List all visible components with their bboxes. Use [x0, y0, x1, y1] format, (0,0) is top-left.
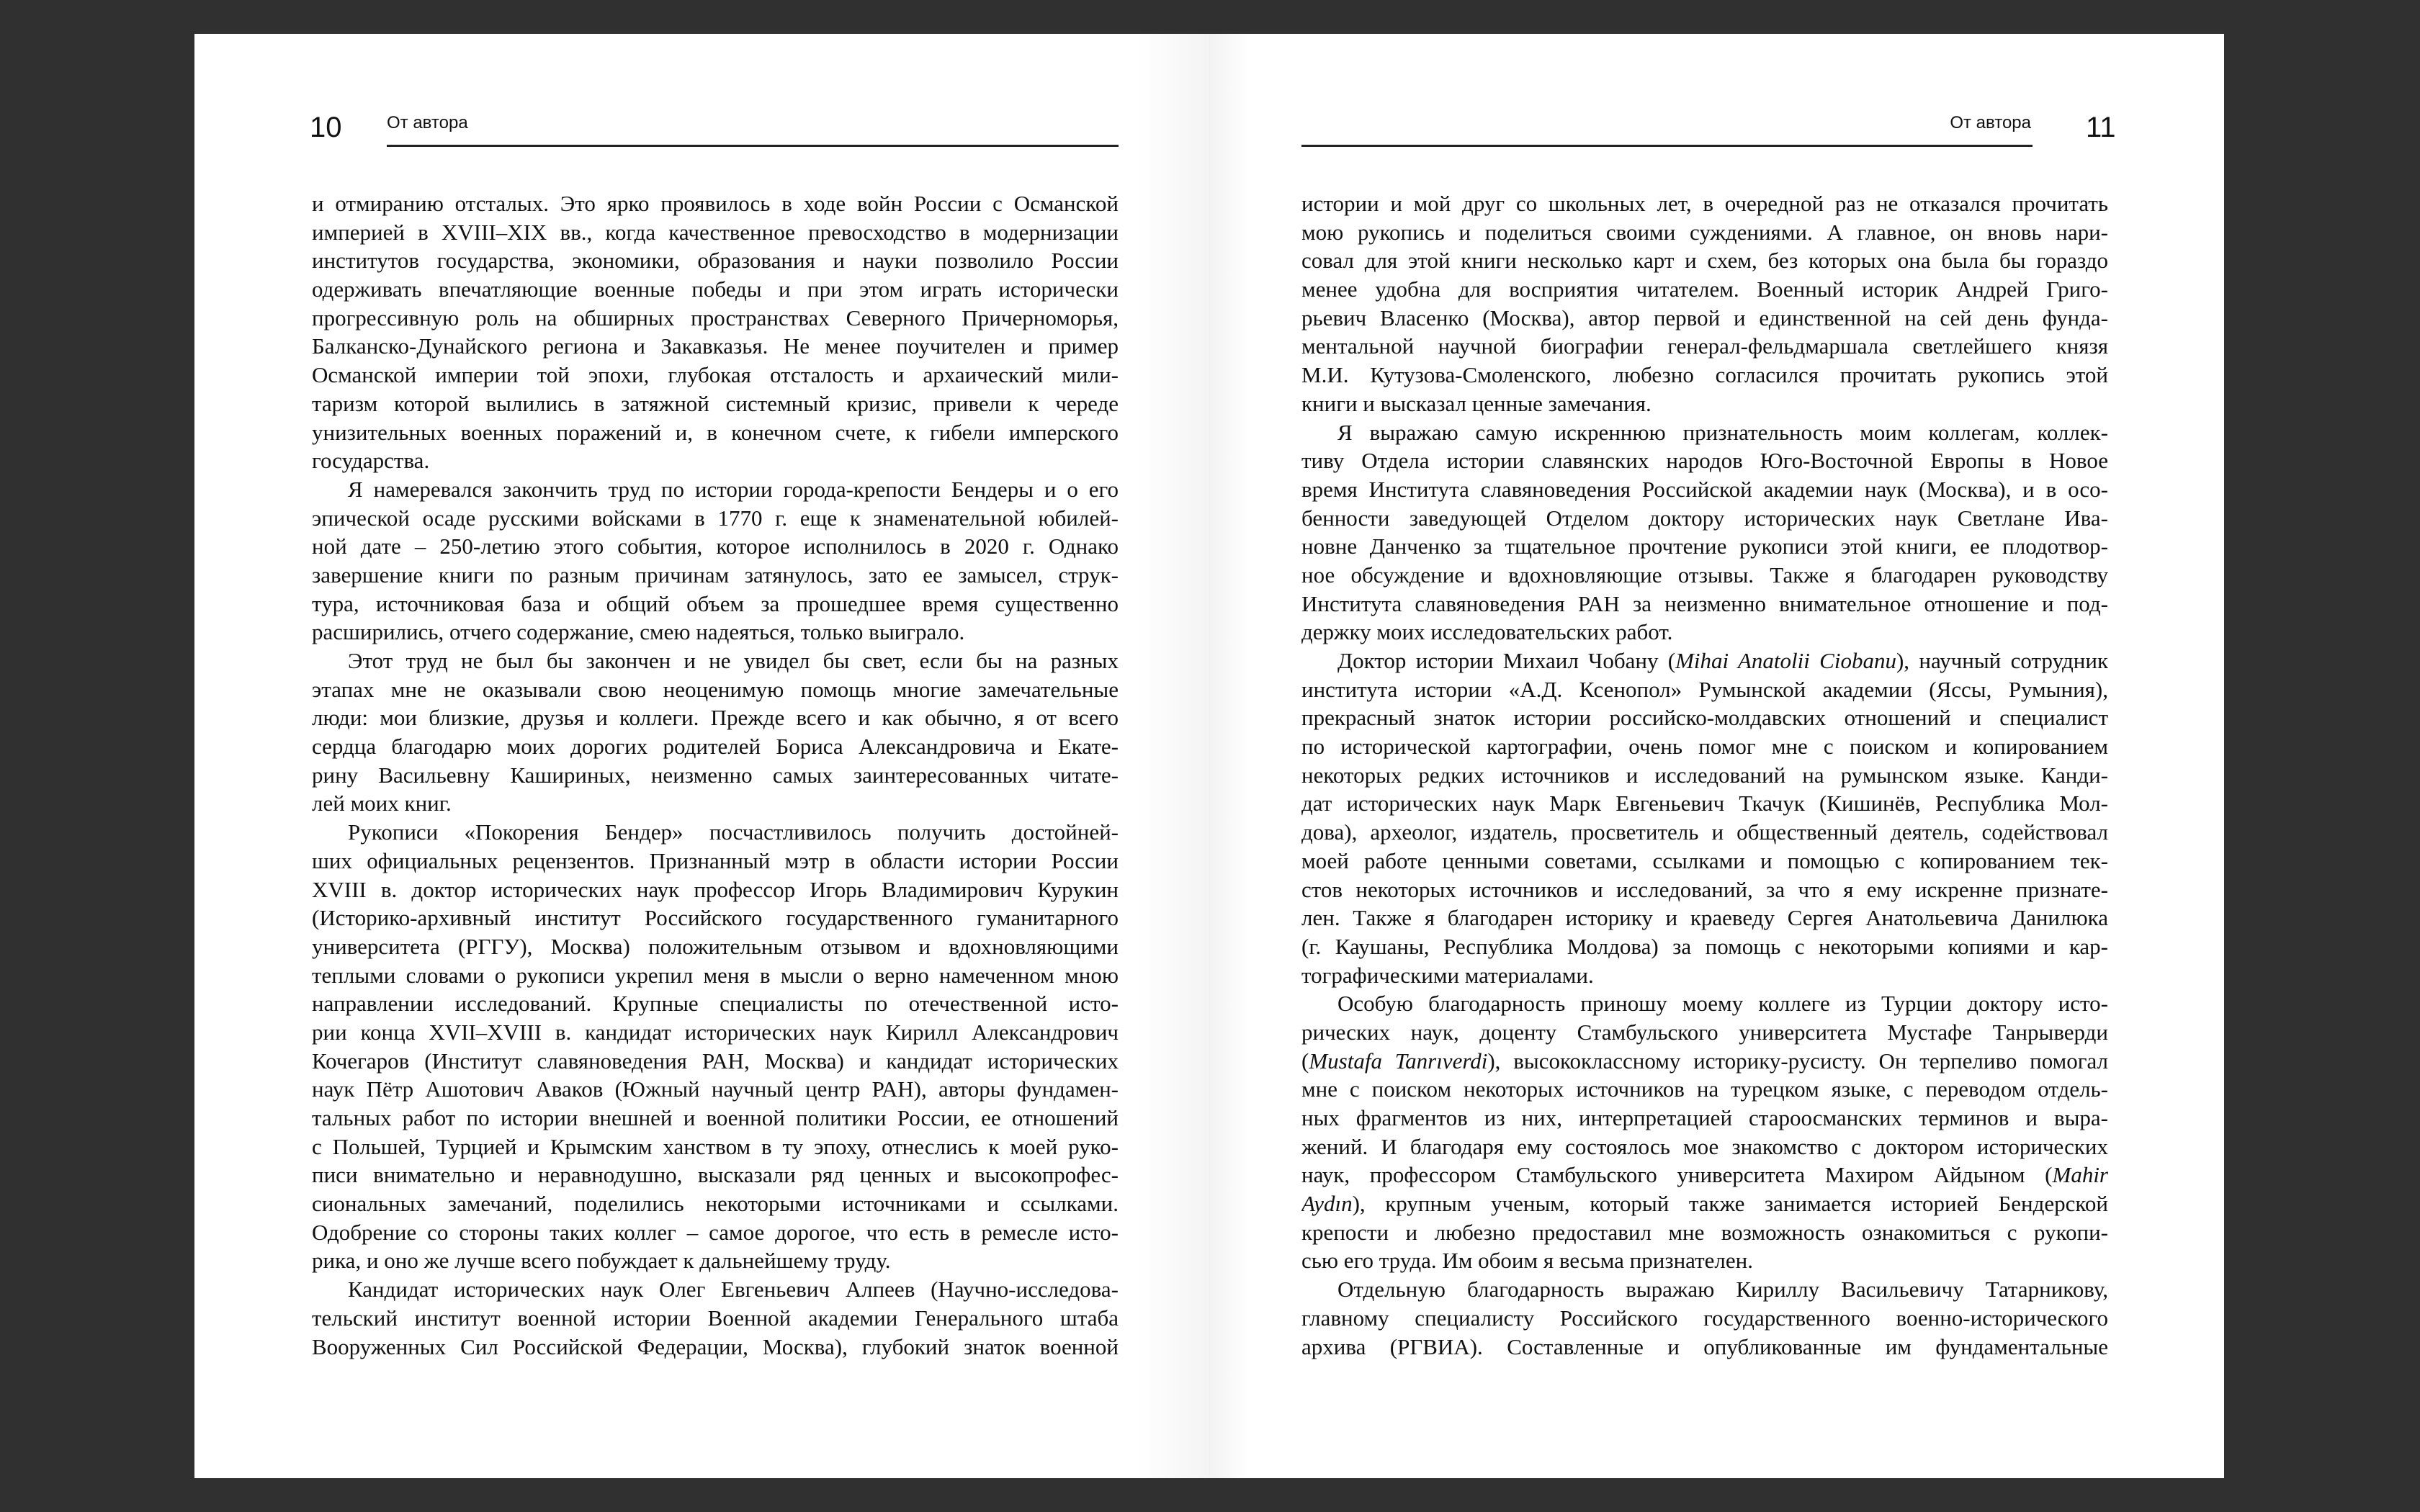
text-line: тиву Отдела истории славянских народов Юго-Восточной Европы в Новое — [1301, 448, 2108, 474]
text-line: тальных работ по истории внешней и военной политики России, ее отношений — [312, 1105, 1119, 1130]
paragraph — [312, 818, 1119, 1275]
paragraph — [1301, 989, 2108, 1275]
text-line: Я выражаю самую искреннюю признательность моим коллегам, коллек- — [1337, 419, 2108, 445]
text-line: XVIII в. доктор исторических наук профессор Игорь Владимирович Курукин — [312, 876, 1119, 902]
page-number: 11 — [2086, 112, 2116, 143]
text-line — [1301, 1161, 2108, 1189]
italic-name: Mustafa Tanrıverdi — [1309, 1048, 1488, 1074]
text-line: главному специалисту Российского государственного военно-исторического — [1301, 1305, 2108, 1331]
text-line: некоторых редких источников и исследований на румынском языке. Канди- — [1301, 762, 2108, 788]
text-line: Особую благодарность приношу моему коллеге из Турции доктору исто- — [1337, 991, 2108, 1017]
paragraph — [312, 189, 1119, 475]
text-segment: наук, профессором Стамбульского университета Махиром Айдыном ( — [1301, 1162, 2053, 1188]
text-line: империей в XVIII–XIX вв., когда качественное превосходство в модернизации — [312, 219, 1119, 245]
text-line: сердца благодарю моих дорогих родителей Бориса Александровича и Екате- — [312, 734, 1119, 760]
text-line: тура, источниковая база и общий объем за прошедшее время существенно — [312, 590, 1119, 616]
text-line — [1301, 647, 2108, 675]
page-number: 10 — [310, 112, 342, 143]
text-line: прекрасный знаток истории российско-молдавских отношений и специалист — [1301, 705, 2108, 731]
text-line: люди: мои близкие, друзья и коллеги. Прежде всего и как обычно, я от всего — [312, 705, 1119, 731]
text-line: завершение книги по разным причинам затянулось, зато ее замысел, струк- — [312, 562, 1119, 588]
text-line: институтов государства, экономики, образования и науки позволило России — [312, 248, 1119, 274]
text-segment: ), крупным ученым, который также занимается историей Бендерской — [1352, 1191, 2108, 1217]
left-page — [194, 34, 1209, 1478]
text-line: истории и мой друг со школьных лет, в очередной раз не отказался прочитать — [1301, 191, 2108, 216]
text-line: лей моих книг. — [312, 791, 452, 816]
text-line: лен. Также я благодарен историку и краеведу Сергея Анатольевича Данилюка — [1301, 905, 2108, 931]
text-line: держку моих исследовательских работ. — [1301, 619, 1673, 645]
paragraph — [312, 1275, 1119, 1361]
text-line: дова), археолог, издатель, просветитель и общественный деятель, содействовал — [1301, 819, 2108, 845]
right-page — [1209, 34, 2224, 1478]
text-line: рьевич Власенко (Москва), автор первой и единственной на сей день фунда- — [1301, 305, 2108, 330]
text-line: ших официальных рецензентов. Признанный мэтр в области истории России — [312, 847, 1119, 873]
text-line: унизительных военных поражений и, в конечном счете, к гибели имперского — [312, 419, 1119, 445]
text-line: Этот труд не был бы закончен и не увидел бы свет, если бы на разных — [348, 648, 1119, 673]
text-line: эпической осаде русскими войсками в 1770 г. еще к знаменательной юбилей- — [312, 505, 1119, 531]
text-line: и отмиранию отсталых. Это ярко проявилось в ходе войн России с Османской — [312, 191, 1119, 216]
text-line: писи внимательно и неравнодушно, высказали ряд ценных и высокопрофес- — [312, 1162, 1119, 1188]
text-line: крепости и любезно предоставил мне возможность ознакомиться с рукопи- — [1301, 1219, 2108, 1245]
text-line: прогрессивную роль на обширных пространствах Северного Причерноморья, — [312, 305, 1119, 330]
text-line: государства. — [312, 448, 430, 474]
body-text — [1301, 189, 2108, 1361]
italic-name: Aydın — [1301, 1191, 1353, 1217]
paragraph — [1301, 418, 2108, 647]
text-line: Вооруженных Сил Российской Федерации, Москва), глубокий знаток военной — [312, 1333, 1119, 1359]
text-line: с Польшей, Турцией и Крымским ханством в ту эпоху, отнеслись к моей руко- — [312, 1133, 1119, 1159]
text-line: сиональных замечаний, поделились некоторыми источниками и ссылками. — [312, 1191, 1119, 1217]
text-line: Кочегаров (Институт славяноведения РАН, Москва) и кандидат исторических — [312, 1048, 1119, 1074]
text-line: Османской империи той эпохи, глубокая отсталость и архаический мили- — [312, 362, 1119, 388]
text-line: Одобрение со стороны таких коллег – самое дорогое, что есть в ремесле исто- — [312, 1219, 1119, 1245]
italic-name: Mahir — [2052, 1162, 2108, 1188]
text-line: (г. Каушаны, Республика Молдова) за помощь с некоторыми копиями и кар- — [1301, 933, 2108, 959]
text-line: стов некоторых источников и исследований, за что я ему искренне признате- — [1301, 876, 2108, 902]
text-line: мне с поиском некоторых источников на турецком языке, с переводом отдель- — [1301, 1076, 2108, 1102]
text-line: архива (РГВИА). Составленные и опубликованные им фундаментальные — [1301, 1333, 2108, 1359]
paragraph — [312, 647, 1119, 818]
paragraph — [1301, 1275, 2108, 1361]
text-segment: ( — [1301, 1048, 1309, 1074]
text-segment: Доктор истории Михаил Чобану ( — [1337, 648, 1676, 673]
paragraph — [1301, 647, 2108, 989]
body-text — [312, 189, 1119, 1361]
text-line: таризм которой вылились в затяжной системный кризис, привели к череде — [312, 390, 1119, 416]
text-line: направлении исследований. Крупные специалисты по отечественной исто- — [312, 991, 1119, 1017]
text-line: моей работе ценными советами, ссылками и помощью с копированием тек- — [1301, 847, 2108, 873]
running-head: От автора — [1950, 113, 2031, 132]
text-line: бенности заведующей Отделом доктору исторических наук Светлане Ива- — [1301, 505, 2108, 531]
text-line: (Историко-архивный институт Российского государственного гуманитарного — [312, 905, 1119, 931]
text-line: менее удобна для восприятия читателем. Военный историк Андрей Григо- — [1301, 276, 2108, 302]
text-line: дат исторических наук Марк Евгеньевич Ткачук (Кишинёв, Республика Мол- — [1301, 791, 2108, 816]
text-line: Кандидат исторических наук Олег Евгеньевич Алпеев (Научно-исследова- — [348, 1277, 1119, 1302]
text-line: института истории «А.Д. Ксенопол» Румынской академии (Яссы, Румыния), — [1301, 676, 2108, 702]
text-line: расширились, отчего содержание, смею надеяться, только выиграло. — [312, 619, 965, 645]
text-line: рических наук, доценту Стамбульского университета Мустафе Танрыверди — [1301, 1019, 2108, 1045]
text-line — [1301, 1189, 2108, 1218]
text-line: рика, и оно же лучше всего побуждает к дальнейшему труду. — [312, 1248, 891, 1274]
text-line: ментальной научной биографии генерал-фельдмаршала светлейшего князя — [1301, 333, 2108, 359]
text-segment: ), научный сотрудник — [1896, 648, 2108, 673]
text-line: тельский институт военной истории Военной академии Генерального штаба — [312, 1305, 1119, 1331]
text-line: тографическими материалами. — [1301, 962, 1594, 988]
text-line: Отдельную благодарность выражаю Кириллу Васильевичу Татарникову, — [1337, 1277, 2108, 1302]
text-line: рии конца XVII–XVIII в. кандидат исторических наук Кирилл Александрович — [312, 1019, 1119, 1045]
header-rule — [387, 145, 1119, 147]
text-line: теплыми словами о рукописи укрепил меня в мысли о верно намеченном мною — [312, 962, 1119, 988]
paragraph — [1301, 189, 2108, 418]
text-line: ное обсуждение и вдохновляющие отзывы. Также я благодарен руководству — [1301, 562, 2108, 588]
text-line: М.И. Кутузова-Смоленского, любезно согласился прочитать рукопись этой — [1301, 362, 2108, 388]
running-head: От автора — [387, 113, 468, 132]
italic-name: Mihai Anatolii Ciobanu — [1675, 648, 1896, 673]
text-line: рину Васильевну Кашириных, неизменно самых заинтересованных читате- — [312, 762, 1119, 788]
paragraph — [312, 475, 1119, 647]
text-line: ной дате – 250-летию этого события, которое исполнилось в 2020 г. Однако — [312, 534, 1119, 559]
text-line: наук Пётр Ашотович Аваков (Южный научный центр РАН), авторы фундамен- — [312, 1076, 1119, 1102]
text-line: мою рукопись и поделиться своими суждениями. А главное, он вновь нари- — [1301, 219, 2108, 245]
text-line: по исторической картографии, очень помог мне с поиском и копированием — [1301, 734, 2108, 760]
text-line: сью его труда. Им обоим я весьма признателен. — [1301, 1248, 1753, 1274]
text-line: ных фрагментов из них, интерпретацией староосманских терминов и выра- — [1301, 1105, 2108, 1130]
text-line — [1301, 1047, 2108, 1076]
text-line: Рукописи «Покорения Бендер» посчастливилось получить достойней- — [348, 819, 1119, 845]
text-line: жений. И благодаря ему состоялось мое знакомство с доктором исторических — [1301, 1133, 2108, 1159]
text-line: этапах мне не оказывали свою неоценимую помощь многие замечательные — [312, 676, 1119, 702]
text-line: Института славяноведения РАН за неизменно внимательное отношение и под- — [1301, 590, 2108, 616]
text-line: совал для этой книги несколько карт и схем, без которых она была бы гораздо — [1301, 248, 2108, 274]
text-segment: ), высококлассному историку-русисту. Он терпеливо помогал — [1487, 1048, 2108, 1074]
text-line: книги и высказал ценные замечания. — [1301, 390, 1652, 416]
text-line: университета (РГГУ), Москва) положительным отзывом и вдохновляющими — [312, 933, 1119, 959]
text-line: одерживать впечатляющие военные победы и при этом играть исторически — [312, 276, 1119, 302]
text-line: Я намеревался закончить труд по истории города-крепости Бендеры и о его — [348, 476, 1119, 502]
header-rule — [1301, 145, 2033, 147]
text-line: новне Данченко за тщательное прочтение рукописи этой книги, ее плодотвор- — [1301, 534, 2108, 559]
text-line: Балканско-Дунайского региона и Закавказья. Не менее поучителен и пример — [312, 333, 1119, 359]
text-line: время Института славяноведения Российской академии наук (Москва), и в осо- — [1301, 476, 2108, 502]
